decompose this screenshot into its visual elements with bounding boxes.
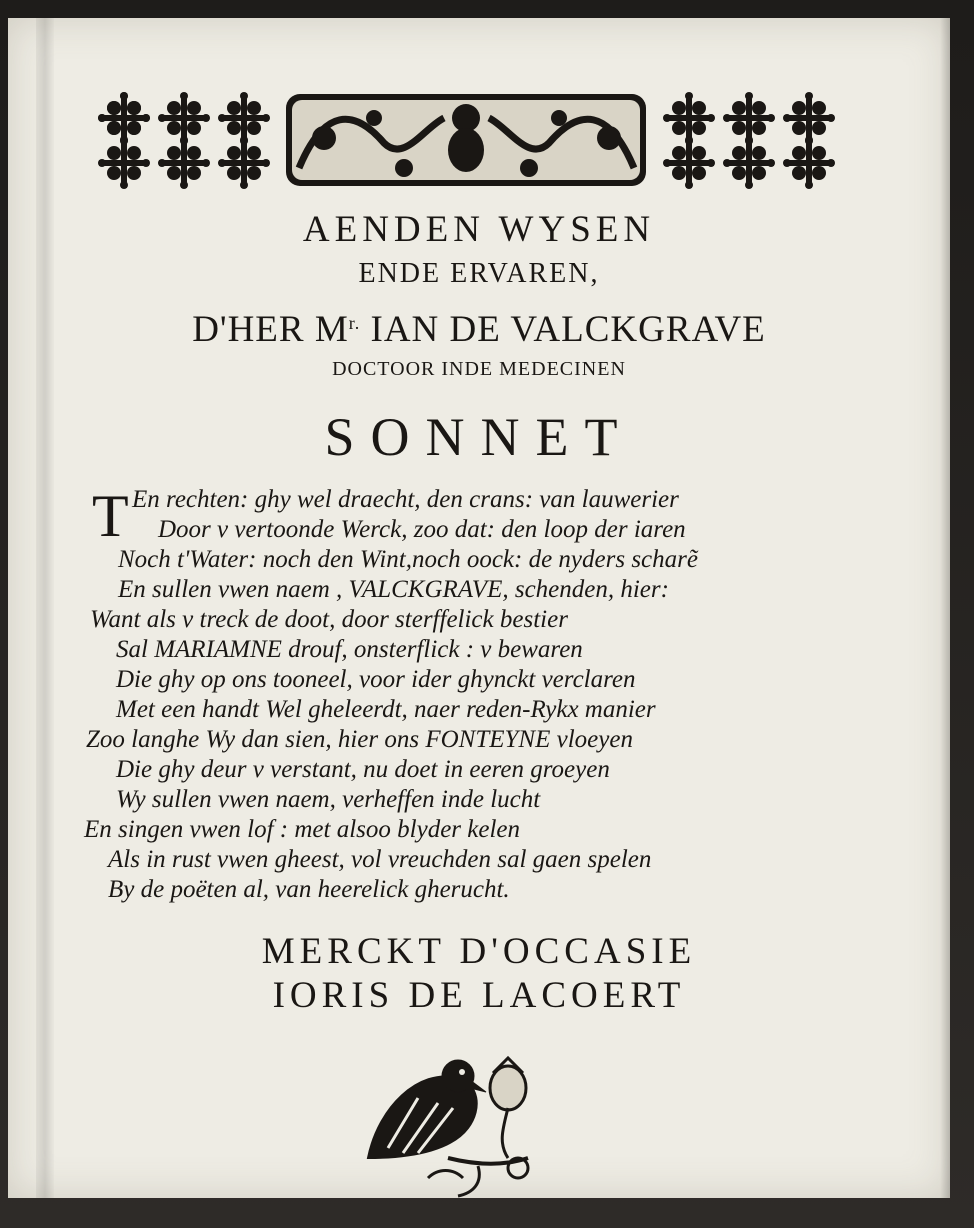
poem-line: Want als v treck de doot, door sterffelick bestier — [90, 606, 568, 633]
heading-dedicatee — [8, 308, 950, 351]
poem-line: Zoo langhe Wy dan sien, hier ons FONTEYNE vloeyen — [86, 726, 633, 753]
poem-line: Die ghy deur v verstant, nu doet in eeren groeyen — [116, 756, 610, 783]
poem-line: Door v vertoonde Werck, zoo dat: den loop der iaren — [158, 516, 686, 543]
poem-line: Die ghy op ons tooneel, voor ider ghynckt verclaren — [116, 666, 636, 693]
poem-line: En singen vwen lof : met alsoo blyder kelen — [84, 816, 520, 843]
poem-title: SONNET — [324, 407, 634, 467]
page-edge-shadow — [940, 18, 950, 1198]
poem-line: En rechten: ghy wel draecht, den crans: van lauwerier — [132, 486, 679, 513]
poem-line: By de poëten al, van heerelick gherucht. — [108, 876, 510, 903]
dedicatee-prefix: D'HER M — [192, 309, 349, 350]
poem-line: Als in rust vwen gheest, vol vreuchden sal gaen spelen — [108, 846, 652, 873]
heading-line-2: ENDE ERVAREN, — [358, 258, 600, 289]
poem-line: Met een handt Wel gheleerdt, naer reden-Rykx manier — [116, 696, 656, 723]
motto: MERCKT D'OCCASIE — [261, 931, 697, 972]
dedicatee-title-superscript: r. — [348, 313, 361, 333]
poem-line: En sullen vwen naem , VALCKGRAVE, schenden, hier: — [118, 576, 669, 603]
poem-line: Wy sullen vwen naem, verheffen inde lucht — [116, 786, 541, 813]
poem-line: Noch t'Water: noch den Wint,noch oock: de nyders scharẽ — [118, 546, 698, 573]
poem-dropcap: T — [92, 483, 129, 549]
ornamental-headpiece-icon — [94, 88, 854, 198]
bird-on-branch-icon — [358, 1048, 548, 1198]
page-gutter — [36, 18, 54, 1198]
dedicatee-name: IAN DE VALCKGRAVE — [360, 309, 766, 350]
heading-line-1: AENDEN WYSEN — [302, 209, 656, 250]
book-page — [8, 18, 950, 1198]
poem-line: Sal MARIAMNE drouf, onsterflick : v bewaren — [116, 636, 583, 663]
author-name: IORIS DE LACOERT — [272, 975, 686, 1016]
heading-profession: DOCTOOR INDE MEDECINEN — [332, 358, 626, 380]
